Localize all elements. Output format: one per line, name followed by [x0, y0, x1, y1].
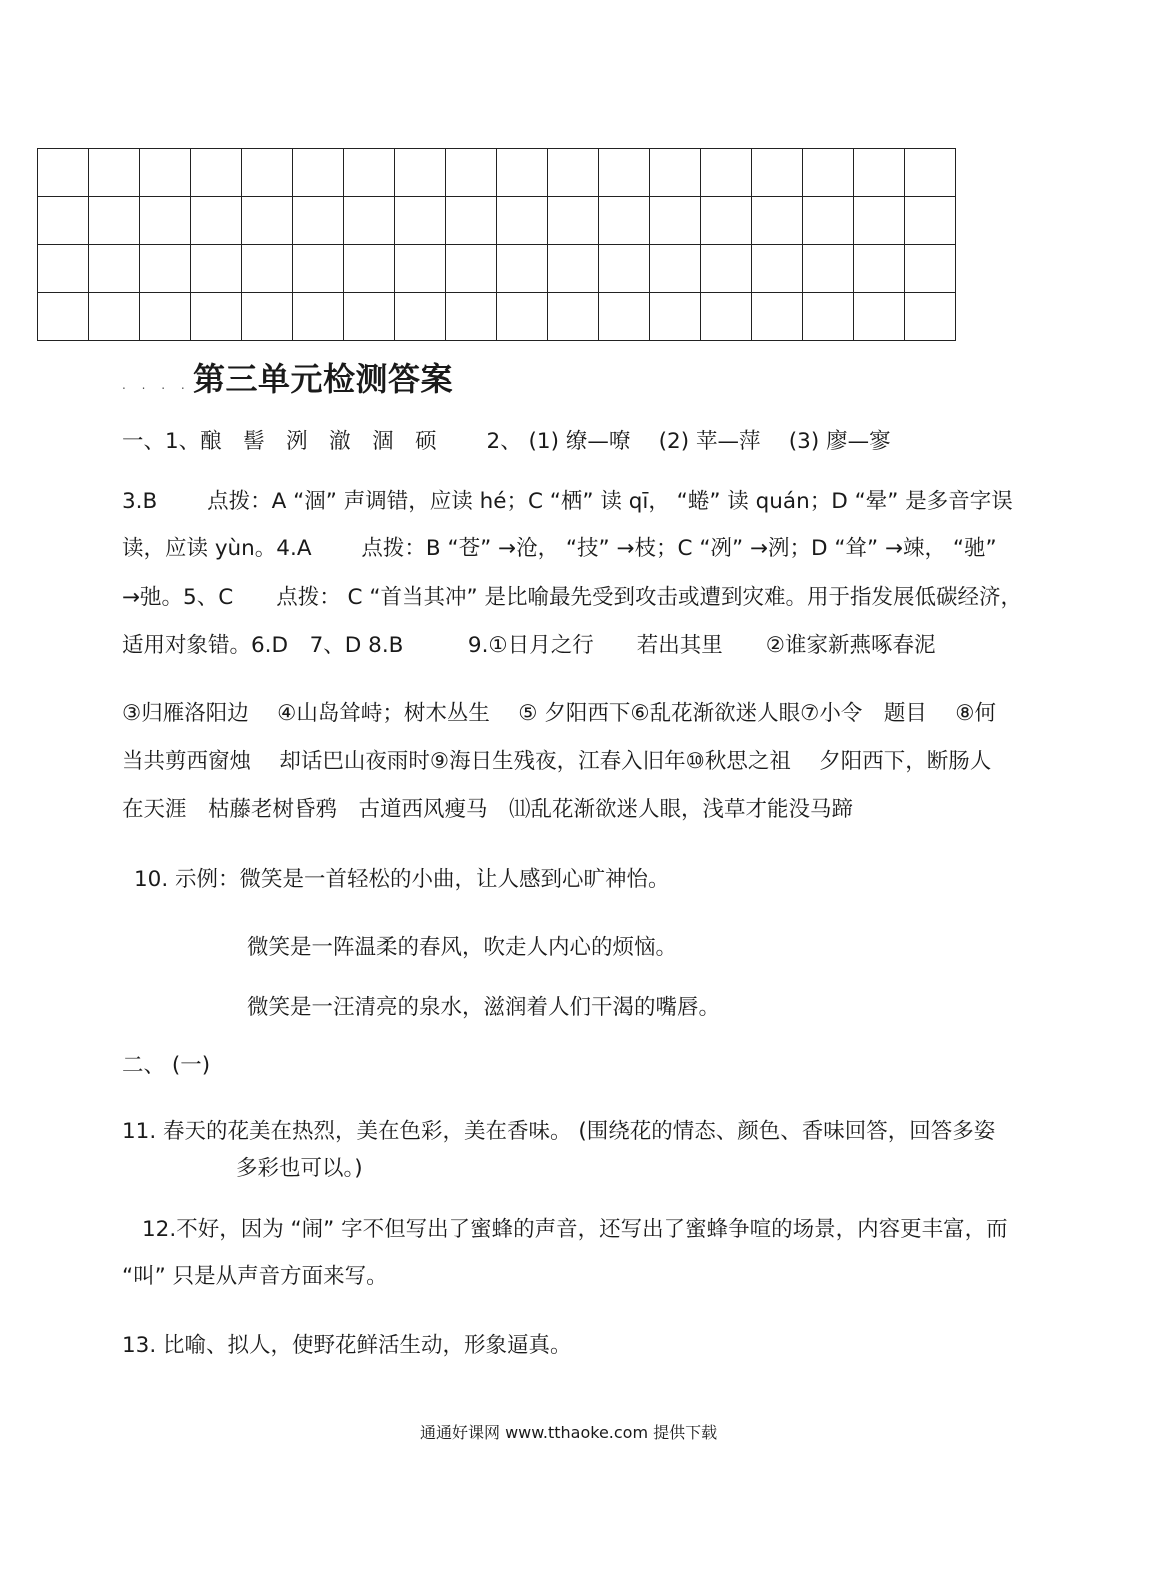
grid-cell: [395, 245, 446, 293]
writing-grid: [37, 148, 956, 341]
grid-cell: [395, 197, 446, 245]
grid-cell: [89, 245, 140, 293]
grid-cell: [650, 149, 701, 197]
grid-cell: [191, 293, 242, 341]
grid-cell: [89, 149, 140, 197]
answer-line: 适用对象错。6.D 7、D 8.B 9.①日月之行 若出其里 ②谁家新燕啄春泥: [122, 633, 936, 658]
answer-line: 微笑是一汪清亮的泉水，滋润着人们干渴的嘴唇。: [247, 995, 721, 1020]
grid-row: [38, 197, 956, 245]
grid-cell: [548, 293, 599, 341]
grid-cell: [905, 245, 956, 293]
grid-cell: [191, 149, 242, 197]
grid-cell: [38, 245, 89, 293]
grid-cell: [548, 197, 599, 245]
answer-line: 3.B 点拨：A “涸” 声调错，应读 hé；C “栖” 读 qī， “蜷” 读 quán；D “晕” 是多音字误: [122, 489, 1013, 514]
grid-cell: [395, 293, 446, 341]
answer-line: 在天涯 枯藤老树昏鸦 古道西风瘦马 ⑾乱花渐欲迷人眼，浅草才能没马蹄: [122, 797, 854, 822]
grid-cell: [446, 245, 497, 293]
grid-cell: [38, 197, 89, 245]
grid-cell: [854, 197, 905, 245]
grid-cell: [803, 293, 854, 341]
grid-cell: [140, 293, 191, 341]
grid-cell: [89, 293, 140, 341]
grid-cell: [497, 293, 548, 341]
grid-cell: [650, 197, 701, 245]
answer-line: 10. 示例：微笑是一首轻松的小曲，让人感到心旷神怡。: [134, 867, 670, 892]
grid-cell: [497, 245, 548, 293]
grid-cell: [599, 197, 650, 245]
grid-cell: [191, 197, 242, 245]
grid-cell: [293, 149, 344, 197]
grid-cell: [548, 149, 599, 197]
answer-line: 11. 春天的花美在热烈，美在色彩，美在香味。 (围绕花的情态、颜色、香味回答，回答多姿: [122, 1119, 996, 1144]
grid-cell: [344, 197, 395, 245]
grid-cell: [752, 245, 803, 293]
answer-line: 当共剪西窗烛 却话巴山夜雨时⑨海日生残夜，江春入旧年⑩秋思之祖 夕阳西下，断肠人: [122, 749, 992, 774]
grid-cell: [191, 245, 242, 293]
grid-cell: [140, 197, 191, 245]
grid-cell: [854, 293, 905, 341]
grid-cell: [395, 149, 446, 197]
grid-cell: [599, 245, 650, 293]
section-heading: 二、 (一): [122, 1053, 211, 1078]
grid-cell: [497, 149, 548, 197]
answer-line: 读，应读 yùn。4.A 点拨：B “苍” →沧， “技” →枝；C “冽” →洌；D “耸” →竦， “驰”: [122, 536, 997, 561]
grid-cell: [650, 293, 701, 341]
grid-cell: [599, 149, 650, 197]
grid-row: [38, 293, 956, 341]
grid-cell: [803, 149, 854, 197]
grid-cell: [752, 293, 803, 341]
grid-cell: [344, 245, 395, 293]
grid-cell: [497, 197, 548, 245]
grid-cell: [242, 293, 293, 341]
grid-cell: [446, 293, 497, 341]
grid-cell: [38, 149, 89, 197]
grid-cell: [701, 197, 752, 245]
page-title: 第三单元检测答案: [193, 360, 454, 398]
grid-cell: [905, 149, 956, 197]
grid-row: [38, 149, 956, 197]
grid-cell: [752, 197, 803, 245]
grid-cell: [446, 149, 497, 197]
grid-cell: [599, 293, 650, 341]
grid-cell: [344, 149, 395, 197]
answer-line: “叫” 只是从声音方面来写。: [122, 1264, 388, 1289]
answer-line: 一、1、酿 髻 洌 澈 涸 硕 2、 (1) 缭—嘹 (2) 苹—萍 (3) 廖—寥: [122, 429, 891, 454]
answer-line: 13. 比喻、拟人，使野花鲜活生动，形象逼真。: [122, 1333, 572, 1358]
answer-line: →弛。5、C 点拨： C “首当其冲” 是比喻最先受到攻击或遭到灾难。用于指发展低碳经济，: [122, 585, 1023, 610]
footer-text: 通通好课网 www.tthaoke.com 提供下载: [420, 1423, 718, 1442]
grid-cell: [140, 149, 191, 197]
grid-cell: [293, 245, 344, 293]
answer-line: 12.不好，因为 “闹” 字不但写出了蜜蜂的声音，还写出了蜜蜂争喧的场景，内容更丰富，而: [142, 1217, 1008, 1242]
grid-cell: [242, 149, 293, 197]
grid-cell: [803, 245, 854, 293]
grid-cell: [140, 245, 191, 293]
answer-line: 微笑是一阵温柔的春风，吹走人内心的烦恼。: [247, 935, 678, 960]
grid-cell: [701, 149, 752, 197]
grid-cell: [650, 245, 701, 293]
grid-cell: [548, 245, 599, 293]
grid-cell: [293, 197, 344, 245]
grid-cell: [701, 293, 752, 341]
grid-cell: [854, 245, 905, 293]
grid-cell: [446, 197, 497, 245]
grid-cell: [242, 245, 293, 293]
grid-cell: [701, 245, 752, 293]
grid-cell: [803, 197, 854, 245]
grid-cell: [752, 149, 803, 197]
grid-row: [38, 245, 956, 293]
leader-dots: . . . .: [122, 378, 191, 392]
grid-cell: [38, 293, 89, 341]
grid-cell: [242, 197, 293, 245]
grid-cell: [905, 197, 956, 245]
grid-cell: [89, 197, 140, 245]
answer-line: ③归雁洛阳边 ④山岛耸峙；树木丛生 ⑤ 夕阳西下⑥乱花渐欲迷人眼⑦小令 题目 ⑧何: [122, 701, 996, 726]
answer-line: 多彩也可以。): [236, 1156, 363, 1181]
grid-cell: [854, 149, 905, 197]
grid-cell: [344, 293, 395, 341]
grid-cell: [905, 293, 956, 341]
grid-cell: [293, 293, 344, 341]
